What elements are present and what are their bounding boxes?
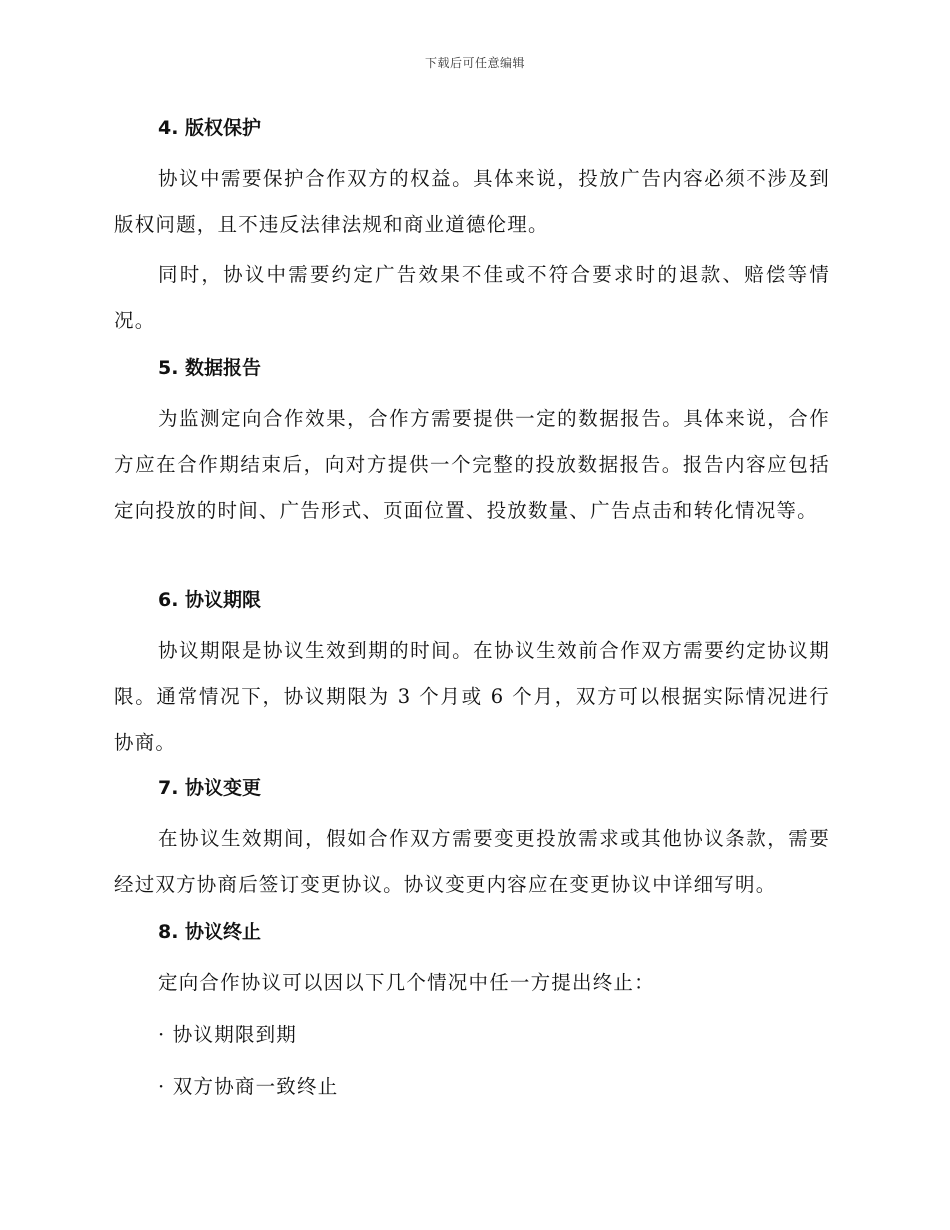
paragraph: 同时，协议中需要约定广告效果不佳或不符合要求时的退款、赔偿等情况。	[114, 263, 830, 332]
section-heading: 4. 版权保护	[158, 117, 262, 139]
section-agreement-termination	[114, 914, 830, 1110]
section-copyright-protection	[114, 110, 830, 344]
paragraph: 协议中需要保护合作双方的权益。具体来说，投放广告内容必须不涉及到版权问题，且不违反法律法规和商业道德伦理。	[114, 167, 830, 236]
section-data-report	[114, 350, 830, 534]
page-header: 下载后可任意编辑	[424, 56, 525, 70]
section-agreement-change	[114, 770, 830, 908]
paragraph: 协议期限是协议生效到期的时间。在协议生效前合作双方需要约定协议期限。通常情况下，协议期限为 3 个月或 6 个月，双方可以根据实际情况进行协商。	[114, 639, 830, 754]
paragraph: 在协议生效期间，假如合作双方需要变更投放需求或其他协议条款，需要经过双方协商后签订变更协议。协议变更内容应在变更协议中详细写明。	[114, 827, 830, 896]
list-item: · 双方协商一致终止	[158, 1075, 339, 1098]
section-heading: 8. 协议终止	[158, 921, 262, 943]
paragraph: 定向合作协议可以因以下几个情况中任一方提出终止：	[158, 971, 655, 994]
section-heading: 6. 协议期限	[158, 589, 262, 611]
list-item: · 协议期限到期	[158, 1023, 297, 1046]
section-heading: 7. 协议变更	[158, 777, 262, 799]
section-agreement-term	[114, 582, 830, 766]
paragraph: 为监测定向合作效果，合作方需要提供一定的数据报告。具体来说，合作方应在合作期结束后，向对方提供一个完整的投放数据报告。报告内容应包括定向投放的时间、广告形式、页面位置、投放数量、广告点击和转化情况等。	[114, 407, 830, 522]
section-heading: 5. 数据报告	[158, 357, 262, 379]
